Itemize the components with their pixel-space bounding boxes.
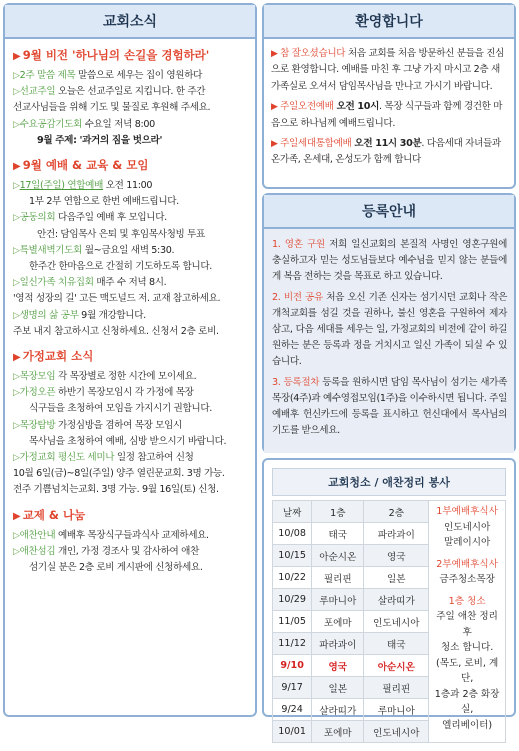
item-label: 목장탐방: [19, 419, 56, 431]
item-bullet-icon: ▷: [13, 119, 20, 130]
news-item: [13, 243, 248, 259]
item-text: 주보 내지 참고하시고 신청하세요. 신청서 2층 로비.: [13, 325, 219, 337]
table-cell: 루마니아: [364, 699, 429, 721]
news-item: [13, 434, 248, 450]
welcome-item-label: 주일오전예배: [280, 101, 334, 113]
section-title-text: 가정교회 소식: [22, 349, 94, 364]
news-item: [13, 291, 248, 307]
news-item: [13, 84, 248, 100]
table-cell: 9/24: [273, 699, 312, 721]
item-text: 9월 개강합니다.: [78, 309, 146, 321]
news-item: [13, 560, 248, 576]
table-cell: 10/22: [273, 567, 312, 589]
table-row: [273, 677, 429, 699]
triangle-bullet-icon: ▶: [13, 510, 21, 522]
right-column: [262, 3, 516, 739]
welcome-item-time: 오전 11시 30분: [351, 138, 422, 150]
item-text: 개인, 가정 경조사 및 감사하여 애찬: [55, 545, 199, 557]
item-label: 생명의 삶 공부: [19, 309, 79, 321]
table-cell: 태국: [364, 633, 429, 655]
welcome-item-time: 오전 10시: [333, 101, 379, 113]
item-text: 수요일 저녁 8:00: [82, 118, 155, 130]
item-text: 목사님을 초청하여 예배, 심방 받으시기 바랍니다.: [29, 435, 227, 447]
item-bullet-icon: ▷: [13, 245, 20, 256]
triangle-bullet-icon: ▶: [13, 352, 21, 364]
table-row: [273, 633, 429, 655]
cleaning-panel: [262, 458, 516, 739]
item-text: 한주간 한마음으로 간절히 기도하도록 합니다.: [29, 261, 212, 273]
column-header: 1층: [312, 501, 364, 523]
news-item: [13, 275, 248, 291]
item-text: 1부 2부 연합으로 한번 예배드립니다.: [29, 196, 179, 208]
item-text: 오늘은 선교주일로 지킵니다. 한 주간: [55, 86, 206, 98]
item-bullet-icon: ▷: [13, 310, 20, 321]
news-item: [13, 401, 248, 417]
item-text: 식구들을 초청하여 모임을 가지시기 권합니다.: [29, 403, 212, 415]
side-note: [432, 557, 502, 588]
item-text: 10월 6일(금)~8일(주일) 양주 열린문교회. 3명 가능.: [13, 468, 225, 480]
welcome-item-label: 주일세대통합예배: [280, 138, 352, 150]
news-item: [13, 308, 248, 324]
triangle-bullet-icon: ▶: [271, 139, 281, 150]
news-item: [13, 466, 248, 482]
side-note-line: 주일 애찬 정리후: [436, 611, 498, 638]
cleaning-side-notes: [429, 500, 506, 743]
section-title-text: 9월 비전 '하나님의 손길을 경험하라': [22, 48, 210, 62]
church-news-header: 교회소식: [5, 5, 255, 39]
welcome-header: 환영합니다: [264, 5, 514, 39]
cleaning-table: [272, 500, 429, 743]
table-row: [273, 589, 429, 611]
item-bullet-icon: ▷: [13, 87, 20, 98]
registration-item-label: 2. 비전 공유: [272, 291, 323, 303]
item-bullet-icon: ▷: [13, 453, 20, 464]
registration-item-label: 1. 영혼 구원: [272, 239, 325, 250]
welcome-item-label: 참 잘오셨습니다: [280, 48, 346, 59]
item-text: 말씀으로 세우는 집이 영원하다: [75, 70, 203, 81]
table-header-row: [273, 501, 429, 523]
table-cell: 루마니아: [312, 589, 364, 611]
item-bullet-icon: ▷: [13, 388, 20, 399]
section-title: [13, 47, 248, 65]
news-item: [13, 194, 248, 210]
welcome-item-text: . 다음세대 자녀들과 온가족, 온세대, 온성도가 함께 합니다: [271, 138, 501, 166]
side-note: [432, 504, 502, 551]
side-note-line: 금주청소목장: [439, 574, 495, 585]
section-title-text: 9월 예배 & 교육 & 모임: [22, 158, 149, 173]
news-item: [13, 544, 248, 560]
triangle-bullet-icon: ▶: [13, 161, 21, 173]
item-text: 섬기실 분은 2층 로비 게시판에 신청하세요.: [29, 562, 203, 574]
table-row: [273, 655, 429, 677]
table-cell: 9/10: [273, 655, 312, 677]
side-note-title: 2부예배후식사: [436, 558, 498, 570]
item-bullet-icon: ▷: [13, 546, 20, 557]
item-text: 월~금요일 새벽 5:30.: [82, 244, 175, 256]
item-text: 전주 기쁨넘치는교회. 3명 가능. 9월 16일(토) 신청.: [13, 484, 219, 496]
table-row: [273, 699, 429, 721]
item-label: 공동의회: [19, 212, 56, 224]
section-title: [13, 157, 248, 175]
table-cell: 11/05: [273, 611, 312, 633]
news-item: [13, 210, 248, 226]
side-note-line: 엘리베이터): [442, 719, 493, 731]
welcome-item-text: . 목장 식구들과 함께 경건한 마음으로 하나님께 예배드립니다.: [271, 101, 503, 129]
side-note: [432, 594, 502, 734]
table-cell: 11/12: [273, 633, 312, 655]
item-text: 일정 참고하여 신청: [114, 452, 194, 464]
table-row: [273, 545, 429, 567]
news-item: [13, 418, 248, 434]
section-title: [13, 348, 248, 366]
section-title: [13, 507, 248, 525]
news-item: [13, 259, 248, 275]
table-row: [273, 611, 429, 633]
table-cell: 파라과이: [312, 633, 364, 655]
item-label: 목장모임: [19, 371, 56, 383]
table-cell: 필리핀: [364, 677, 429, 699]
table-cell: 아순시온: [312, 545, 364, 567]
item-label: 일신가족 치유집회: [19, 277, 94, 289]
table-cell: 포에마: [312, 721, 364, 743]
table-cell: 파라과이: [364, 523, 429, 545]
table-cell: 10/01: [273, 721, 312, 743]
news-section: [13, 157, 248, 340]
church-news-panel: [3, 3, 257, 717]
table-cell: 10/08: [273, 523, 312, 545]
welcome-item: [271, 99, 508, 132]
item-text: 각 목장별로 정한 시간에 모이세요.: [55, 371, 197, 383]
table-cell: 영국: [312, 655, 364, 677]
item-text: 다음주일 예배 후 모입니다.: [55, 212, 167, 224]
welcome-item: [271, 136, 508, 169]
item-label: 수요공감기도회: [19, 118, 83, 130]
news-item: [13, 482, 248, 498]
item-bullet-icon: ▷: [13, 181, 20, 192]
registration-header: 등록안내: [264, 195, 514, 229]
registration-item-label: 3. 등록절차: [272, 376, 320, 388]
triangle-bullet-icon: ▶: [271, 49, 281, 59]
welcome-item-text: 처음 교회를 처음 방문하신 분들을 진심으로 환영합니다. 예배를 마친 후 그냥 가지 마시고 2층 새가족실로 오셔서 담임목사님을 만나고 가시기 바랍니다.: [271, 48, 505, 92]
table-row: [273, 721, 429, 743]
news-item: [13, 385, 248, 401]
item-label: 선교주일: [19, 86, 56, 98]
table-cell: 일본: [364, 567, 429, 589]
side-note-line: 청소 합니다.: [440, 642, 494, 653]
item-text: 9월 주제: '과거의 짐을 벗으라': [37, 134, 163, 146]
item-text: '영적 성장의 길' 고든 맥도널드 저. 교재 참고하세요.: [13, 293, 221, 305]
table-cell: 살라띠가: [364, 589, 429, 611]
section-title-text: 교제 & 나눔: [22, 507, 86, 522]
welcome-item: [271, 46, 508, 95]
registration-item-text: 저희 일신교회의 본질적 사명인 영혼구원에 충실하고자 믿는 성도님들보다 예수님을 믿지 않는 분들에게 복음 전하는 것을 목표로 하고 있습니다.: [272, 239, 507, 283]
item-text: 하반기 목장모임시 각 가정에 목장: [55, 387, 194, 399]
news-section: [13, 507, 248, 577]
side-note-line: (목도, 로비, 계단,: [435, 657, 499, 684]
item-label: 특별새벽기도회: [19, 244, 83, 256]
news-item: [13, 528, 248, 544]
registration-item: [272, 237, 507, 286]
registration-item: [272, 375, 507, 440]
side-note-line: 말레이시아: [443, 537, 491, 548]
item-bullet-icon: ▷: [13, 278, 20, 289]
registration-body: [264, 229, 514, 453]
side-note-line: 인도네시아: [443, 521, 491, 533]
item-label: 애찬섬김: [19, 545, 56, 557]
registration-item-text: 처음 오신 기존 신자는 섬기시던 교회나 작은 개척교회를 섬길 것을 권하나, 불신 영혼을 구원하여 제자 삼고, 다음 세대를 세우는 일, 가정교회의 비전에 같이 하길 원하는 분은 등록과 정을 거치시고 일신 가족이 되실 수 있습니다.: [272, 291, 507, 368]
side-note-title: 1층 청소: [448, 595, 486, 607]
item-text: 가정심방을 겸하여 목장 모임시: [55, 419, 182, 431]
church-news-body: [5, 39, 255, 576]
cleaning-title: 교회청소 / 애찬정리 봉사: [272, 468, 506, 496]
table-cell: 인도네시아: [364, 611, 429, 633]
registration-item: [272, 290, 507, 371]
column-header: 2층: [364, 501, 429, 523]
item-label: 2주 말씀 제목: [19, 70, 76, 81]
news-item: [13, 369, 248, 385]
table-cell: 포에마: [312, 611, 364, 633]
item-label: 17일(주일) 연합예배: [19, 180, 103, 192]
item-bullet-icon: ▷: [13, 213, 20, 224]
table-cell: 필리핀: [312, 567, 364, 589]
item-text: 안건: 담임목사 은퇴 및 후임목사청빙 투표: [37, 228, 205, 240]
item-label: 가정교회 평신도 세미나: [19, 452, 115, 464]
table-cell: 살라띠가: [312, 699, 364, 721]
side-note-title: 1부예배후식사: [436, 506, 498, 517]
item-text: 매주 수 저녁 8시.: [93, 277, 167, 289]
table-cell: 태국: [312, 523, 364, 545]
news-item: [13, 227, 248, 243]
table-cell: 영국: [364, 545, 429, 567]
item-label: 애찬안내: [19, 529, 56, 541]
column-header: 날짜: [273, 501, 312, 523]
item-text: 선교사님들을 위해 기도 및 물질로 후원해 주세요.: [13, 102, 211, 114]
item-bullet-icon: ▷: [13, 530, 20, 541]
news-item: [13, 117, 248, 133]
triangle-bullet-icon: ▶: [13, 51, 21, 62]
registration-item-text: 등록을 원하시면 담임 목사님이 섬기는 새가족목장(4주)과 예수영접모임(1주)을 이수하시면 됩니다. 주일예배후 헌신카드에 등록을 표시하고 헌신대에서 목사님의 기도를 받으세요.: [272, 376, 507, 437]
table-row: [273, 567, 429, 589]
news-section: [13, 47, 248, 149]
table-cell: 인도네시아: [364, 721, 429, 743]
welcome-body: [264, 39, 514, 169]
table-cell: 아순시온: [364, 655, 429, 677]
item-text: 예배후 목장식구들과식사 교제하세요.: [55, 529, 209, 541]
news-item: [13, 68, 248, 84]
registration-panel: [262, 193, 516, 453]
item-label: 가정오픈: [19, 387, 56, 399]
news-item: [13, 324, 248, 340]
triangle-bullet-icon: ▶: [271, 102, 281, 113]
item-bullet-icon: ▷: [13, 372, 20, 383]
news-section: [13, 348, 248, 499]
table-cell: 일본: [312, 677, 364, 699]
item-bullet-icon: ▷: [13, 420, 20, 431]
item-text: 오전 11:00: [103, 180, 153, 192]
news-item: [13, 178, 248, 194]
table-cell: 10/15: [273, 545, 312, 567]
table-cell: 10/29: [273, 589, 312, 611]
table-cell: 9/17: [273, 677, 312, 699]
table-row: [273, 523, 429, 545]
side-note-line: 1층과 2층 화장실,: [434, 688, 500, 715]
welcome-panel: [262, 3, 516, 189]
item-bullet-icon: ▷: [13, 71, 20, 81]
news-item: [13, 133, 248, 149]
news-item: [13, 450, 248, 466]
news-item: [13, 100, 248, 116]
